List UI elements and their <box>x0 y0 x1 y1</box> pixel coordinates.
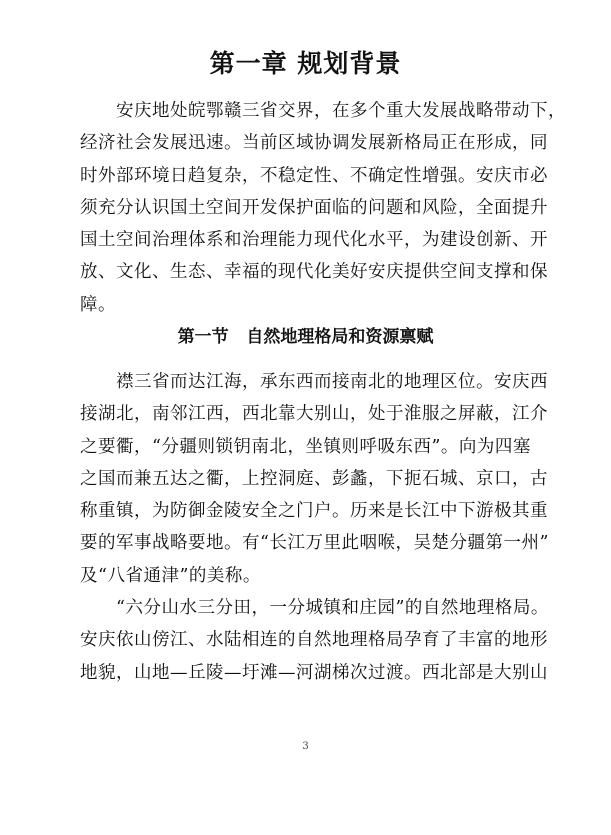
text-line: 襟三省而达江海，承东西而接南北的地理区位。安庆西 <box>80 372 548 392</box>
text-line: 及“八省通津”的美称。 <box>80 565 261 586</box>
section-title: 第一节 自然地理格局和资源禀赋 <box>177 327 434 347</box>
text-line: 国土空间治理体系和治理能力现代化水平，为建设创新、开 <box>80 230 548 251</box>
text-line: 安庆依山傍江、水陆相连的自然地理格局孕育了丰富的地形 <box>80 630 548 651</box>
text-line: 之国而兼五达之衢，上控洞庭、彭蠡，下扼石城、京口，古 <box>80 468 548 489</box>
text-line: 接湖北，南邻江西，西北靠大别山，处于淮服之屏蔽，江介 <box>80 404 548 425</box>
paragraph-location <box>80 366 549 592</box>
paragraph-intro <box>80 95 566 321</box>
text-line: 时外部环境日趋复杂，不稳定性、不确定性增强。安庆市必 <box>80 165 548 186</box>
page-number: 3 <box>302 741 309 752</box>
text-line: 放、文化、生态、幸福的现代化美好安庆提供空间支撑和保 <box>80 262 548 283</box>
text-line: 经济社会发展迅速。当前区域协调发展新格局正在形成，同 <box>80 133 548 154</box>
text-line: 之要衢，“分疆则锁钥南北，坐镇则呼吸东西”。向为四塞 <box>80 436 531 457</box>
paragraph-geography <box>80 592 549 689</box>
text-line: 称重镇，为防御金陵安全之门户。历来是长江中下游极其重 <box>80 501 548 522</box>
text-line: 安庆地处皖鄂赣三省交界，在多个重大发展战略带动下， <box>80 101 566 121</box>
text-line: 障。 <box>80 294 116 315</box>
text-line: 地貌，山地—丘陵—圩滩—河湖梯次过渡。西北部是大别山 <box>80 662 548 683</box>
text-line: 要的军事战略要地。有“长江万里此咽喉，吴楚分疆第一州” <box>80 533 549 554</box>
text-line: “六分山水三分田，一分城镇和庄园”的自然地理格局。 <box>80 598 549 618</box>
text-line: 须充分认识国土空间开发保护面临的问题和风险，全面提升 <box>80 197 548 218</box>
chapter-title: 第一章 规划背景 <box>209 49 402 78</box>
